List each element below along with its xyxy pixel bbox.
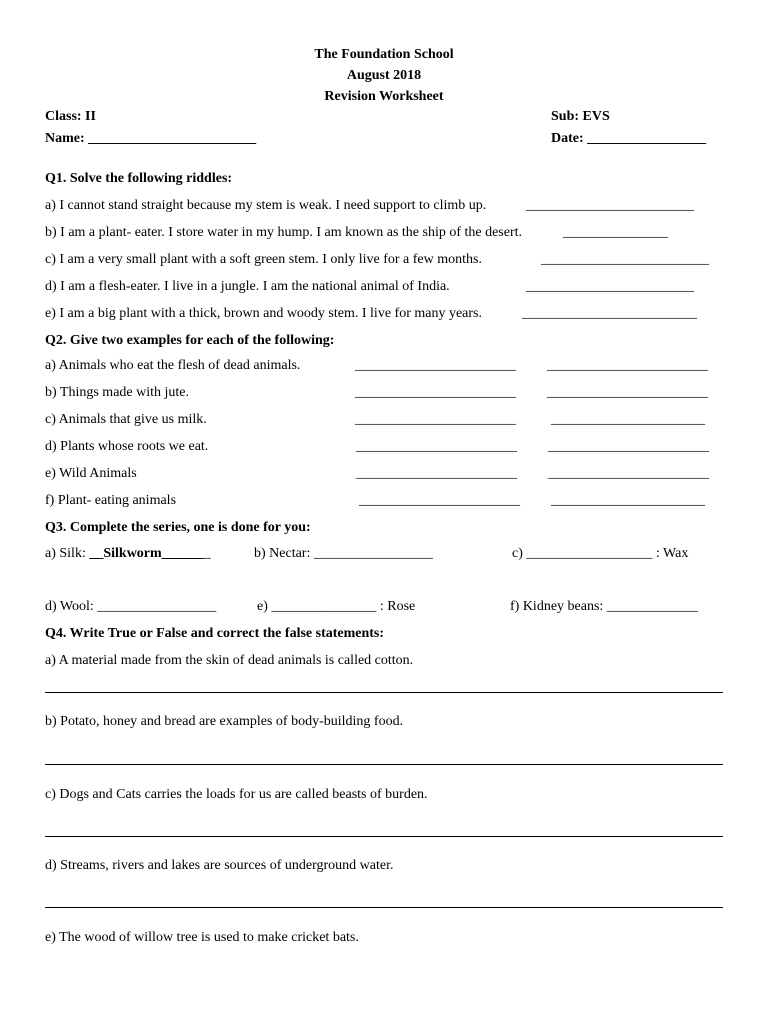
q1-answer-blank-c[interactable]: ________________________: [541, 252, 709, 267]
name-field[interactable]: Name: ________________________: [45, 131, 257, 146]
q1-answer-blank-e[interactable]: _________________________: [522, 306, 697, 321]
q2-answer-blank-c2[interactable]: ______________________: [551, 412, 705, 427]
q4-item-e: e) The wood of willow tree is used to make cricket bats.: [45, 930, 359, 945]
q2-answer-blank-a2[interactable]: _______________________: [547, 358, 708, 373]
q3-item-a-suffix: _: [203, 546, 211, 561]
q2-item-c: c) Animals that give us milk.: [45, 412, 207, 427]
q1-answer-blank-b[interactable]: _______________: [563, 225, 668, 240]
q1-answer-blank-a[interactable]: ________________________: [526, 198, 694, 213]
q2-answer-blank-a1[interactable]: _______________________: [355, 358, 516, 373]
subject-label: Sub: EVS: [551, 109, 610, 124]
q2-item-e: e) Wild Animals: [45, 466, 137, 481]
q4-item-b: b) Potato, honey and bread are examples of body-building food.: [45, 714, 404, 729]
q1-answer-blank-d[interactable]: ________________________: [526, 279, 694, 294]
date-field[interactable]: Date: _________________: [551, 131, 707, 146]
q4-answer-line-c[interactable]: [45, 836, 723, 837]
q2-item-f: f) Plant- eating animals: [45, 493, 177, 508]
q2-answer-blank-d2[interactable]: _______________________: [548, 439, 709, 454]
q2-answer-blank-e1[interactable]: _______________________: [356, 466, 517, 481]
q3-item-b[interactable]: b) Nectar: _________________: [254, 546, 433, 561]
q1-item-e: e) I am a big plant with a thick, brown and woody stem. I live for many years.: [45, 306, 482, 321]
q2-answer-blank-e2[interactable]: _______________________: [548, 466, 709, 481]
q2-item-a: a) Animals who eat the flesh of dead animals.: [45, 358, 301, 373]
q3-item-c[interactable]: c) __________________ : Wax: [512, 546, 689, 561]
q2-answer-blank-f2[interactable]: ______________________: [551, 493, 705, 508]
q3-item-a-answer: __Silkworm______: [89, 546, 204, 561]
q4-answer-line-d[interactable]: [45, 907, 723, 908]
q3-title: Q3. Complete the series, one is done for you:: [45, 520, 311, 535]
q4-item-d: d) Streams, rivers and lakes are sources of underground water.: [45, 858, 394, 873]
q2-item-d: d) Plants whose roots we eat.: [45, 439, 209, 454]
q4-item-c: c) Dogs and Cats carries the loads for us are called beasts of burden.: [45, 787, 428, 802]
q3-item-f[interactable]: f) Kidney beans: _____________: [510, 599, 698, 614]
class-label: Class: II: [45, 109, 96, 124]
q2-answer-blank-b1[interactable]: _______________________: [355, 385, 516, 400]
q1-item-a: a) I cannot stand straight because my stem is weak. I need support to climb up.: [45, 198, 487, 213]
q2-title: Q2. Give two examples for each of the following:: [45, 333, 335, 348]
q2-item-b: b) Things made with jute.: [45, 385, 189, 400]
q1-item-b: b) I am a plant- eater. I store water in my hump. I am known as the ship of the desert.: [45, 225, 523, 240]
q2-answer-blank-f1[interactable]: _______________________: [359, 493, 520, 508]
q3-item-e[interactable]: e) _______________ : Rose: [257, 599, 416, 614]
q1-title: Q1. Solve the following riddles:: [45, 171, 233, 186]
q3-item-a: [45, 545, 211, 563]
worksheet-date: August 2018: [346, 68, 422, 83]
q1-item-c: c) I am a very small plant with a soft green stem. I only live for a few months.: [45, 252, 482, 267]
worksheet-title: Revision Worksheet: [324, 89, 444, 104]
q2-answer-blank-b2[interactable]: _______________________: [547, 385, 708, 400]
q4-answer-line-b[interactable]: [45, 764, 723, 765]
q3-item-d[interactable]: d) Wool: _________________: [45, 599, 217, 614]
q3-item-a-prefix: a) Silk:: [45, 546, 90, 561]
school-name: The Foundation School: [314, 47, 454, 62]
q4-title: Q4. Write True or False and correct the false statements:: [45, 626, 385, 641]
q4-answer-line-a[interactable]: [45, 692, 723, 693]
q2-answer-blank-d1[interactable]: _______________________: [356, 439, 517, 454]
q1-item-d: d) I am a flesh-eater. I live in a jungle. I am the national animal of India.: [45, 279, 450, 294]
q4-item-a: a) A material made from the skin of dead animals is called cotton.: [45, 653, 414, 668]
q2-answer-blank-c1[interactable]: _______________________: [355, 412, 516, 427]
